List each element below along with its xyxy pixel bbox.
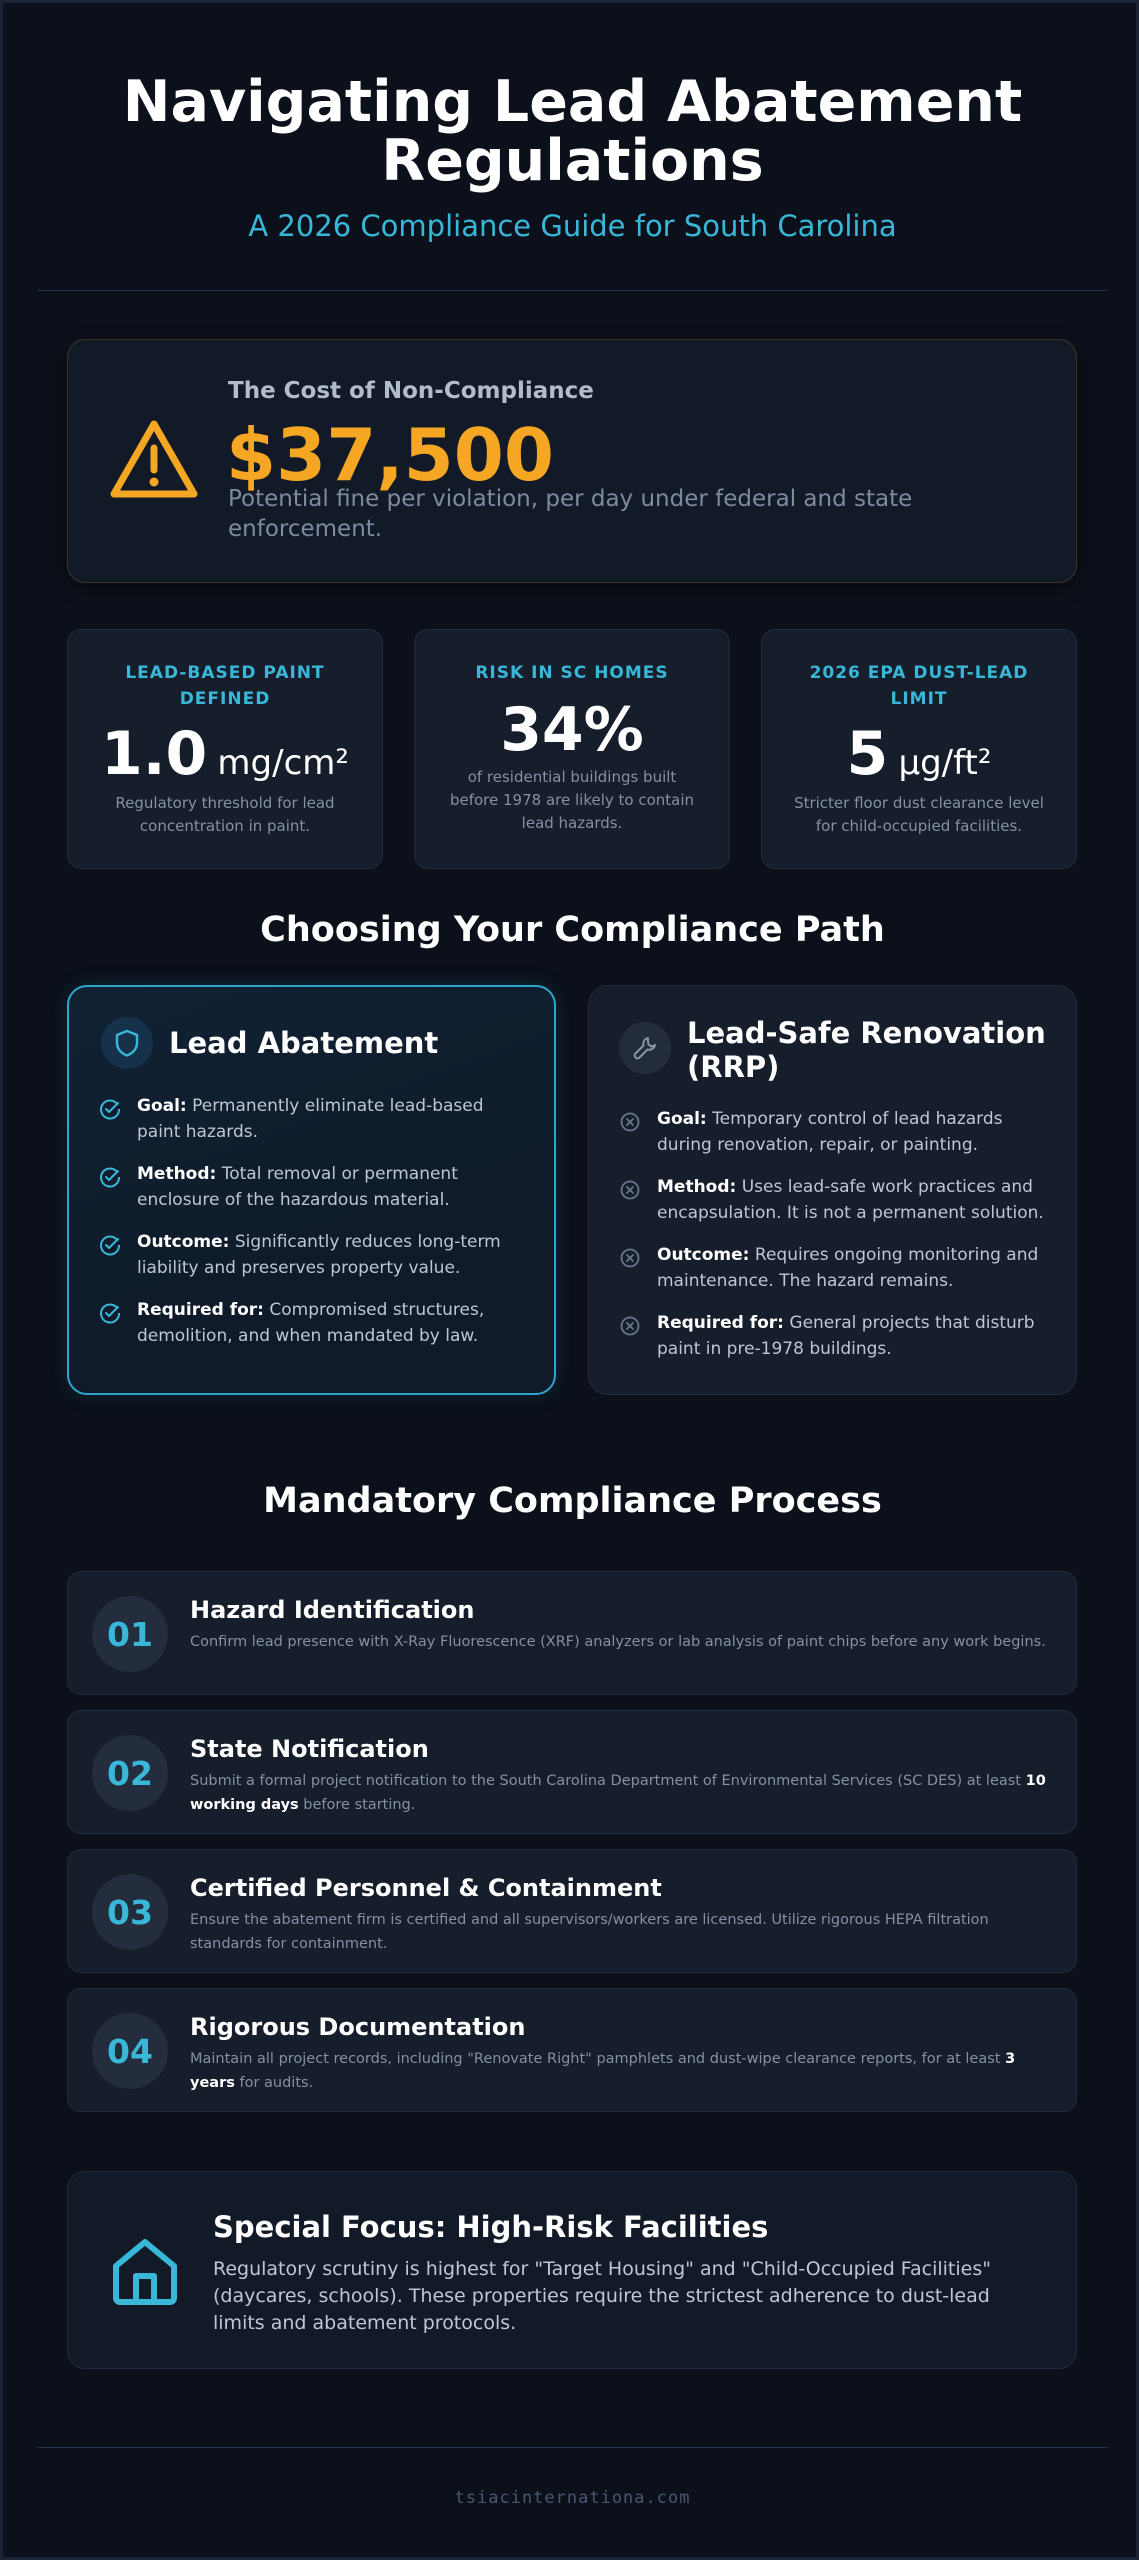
list-item xyxy=(619,1106,1046,1158)
item-text: Significantly reduces long-term liability and preserves property value. xyxy=(137,1232,501,1278)
item-text: Compromised structures, demolition, and when mandated by law. xyxy=(137,1300,485,1346)
list-item xyxy=(619,1310,1046,1362)
stat-number: 34% xyxy=(500,695,644,765)
item-label: Goal: xyxy=(657,1109,707,1129)
header-divider xyxy=(37,290,1108,291)
item-text: Permanently eliminate lead-based paint hazards. xyxy=(137,1096,484,1142)
step-number: 01 xyxy=(92,1596,168,1672)
process-step xyxy=(67,1849,1077,1973)
item-text: Temporary control of lead hazards during renovation, repair, or painting. xyxy=(657,1109,1003,1155)
step-number: 02 xyxy=(92,1735,168,1811)
item-text: Uses lead-safe work practices and encapsulation. It is not a permanent solution. xyxy=(657,1177,1044,1223)
title-line-1: Navigating Lead Abatement xyxy=(122,69,1023,135)
stat-caption: RISK IN SC HOMES xyxy=(475,663,669,683)
stat-note: Stricter floor dust clearance level for child-occupied facilities. xyxy=(794,794,1044,835)
process-step xyxy=(67,1988,1077,2112)
list-item xyxy=(99,1297,524,1349)
cost-callout xyxy=(67,339,1077,583)
stat-number: 5 xyxy=(846,719,889,789)
check-circle-icon xyxy=(99,1234,121,1256)
path-list xyxy=(619,1106,1046,1378)
stat-number: 1.0 xyxy=(100,719,208,789)
stat-note: of residential buildings built before 1978 are likely to contain lead hazards. xyxy=(449,768,695,832)
check-circle-icon xyxy=(99,1302,121,1324)
path-list xyxy=(99,1093,524,1365)
step-description xyxy=(190,1908,1050,1956)
path-title: Lead Abatement xyxy=(169,1026,439,1060)
x-circle-icon xyxy=(619,1179,641,1201)
special-focus-callout xyxy=(67,2171,1077,2369)
step-title: Certified Personnel & Containment xyxy=(190,1874,662,1902)
item-label: Required for: xyxy=(657,1313,784,1333)
step-text: Ensure the abatement firm is certified and all supervisors/workers are licensed. Utilize rigorous HEPA filtration standards for containment. xyxy=(190,1912,989,1952)
list-item xyxy=(99,1229,524,1281)
house-icon xyxy=(108,2234,182,2308)
list-item xyxy=(619,1174,1046,1226)
process-step xyxy=(67,1710,1077,1834)
step-number: 04 xyxy=(92,2013,168,2089)
check-circle-icon xyxy=(99,1166,121,1188)
item-text: General projects that disturb paint in pre-1978 buildings. xyxy=(657,1313,1035,1359)
stat-note: Regulatory threshold for lead concentration in paint. xyxy=(115,794,335,835)
special-title: Special Focus: High-Risk Facilities xyxy=(213,2210,769,2244)
title-line-2: Regulations xyxy=(381,128,764,194)
special-text: Regulatory scrutiny is highest for "Target Housing" and "Child-Occupied Facilities" (daycares, schools). These properties require the strictest adherence to dust-lead limits and abatement protocols. xyxy=(213,2258,991,2334)
process-step xyxy=(67,1571,1077,1695)
check-circle-icon xyxy=(99,1098,121,1120)
stat-caption: LEAD-BASED PAINT DEFINED xyxy=(125,663,325,709)
item-text: Total removal or permanent enclosure of the hazardous material. xyxy=(137,1164,458,1210)
item-label: Method: xyxy=(657,1177,737,1197)
step-text: Submit a formal project notification to the South Carolina Department of Environmental Services (SC DES) at least xyxy=(190,1773,1026,1789)
path-title: Lead-Safe Renovation (RRP) xyxy=(687,1016,1046,1084)
step-title: State Notification xyxy=(190,1735,429,1763)
list-item xyxy=(619,1242,1046,1294)
shield-icon xyxy=(101,1017,153,1069)
item-label: Goal: xyxy=(137,1096,187,1116)
step-text: Confirm lead presence with X-Ray Fluorescence (XRF) analyzers or lab analysis of paint chips before any work begins. xyxy=(190,1634,1046,1650)
step-emphasis: 3 years xyxy=(190,2051,1016,2091)
list-item xyxy=(99,1161,524,1213)
x-circle-icon xyxy=(619,1315,641,1337)
warning-triangle-icon xyxy=(108,418,200,502)
stat-card-risk xyxy=(414,629,730,869)
path-card-renovation xyxy=(588,985,1077,1395)
x-circle-icon xyxy=(619,1247,641,1269)
item-label: Outcome: xyxy=(657,1245,750,1265)
step-number: 03 xyxy=(92,1874,168,1950)
paths-heading: Choosing Your Compliance Path xyxy=(260,910,885,950)
x-circle-icon xyxy=(619,1111,641,1133)
step-text: for audits. xyxy=(234,2075,314,2091)
step-title: Hazard Identification xyxy=(190,1596,475,1624)
footer-divider xyxy=(37,2447,1108,2448)
cost-label: The Cost of Non-Compliance xyxy=(228,378,594,404)
stat-card-dust xyxy=(761,629,1077,869)
process-heading: Mandatory Compliance Process xyxy=(263,1481,882,1521)
stat-unit: µg/ft² xyxy=(898,743,992,783)
page-title xyxy=(3,69,1139,194)
step-text: before starting. xyxy=(298,1797,416,1813)
cost-description: Potential fine per violation, per day under federal and state enforcement. xyxy=(228,486,913,542)
item-label: Outcome: xyxy=(137,1232,230,1252)
step-description xyxy=(190,1769,1050,1817)
step-description xyxy=(190,1630,1050,1654)
step-text: Maintain all project records, including "Renovate Right" pamphlets and dust-wipe clearance reports, for at least xyxy=(190,2051,1006,2067)
item-label: Required for: xyxy=(137,1300,264,1320)
stat-card-paint xyxy=(67,629,383,869)
path-card-abatement xyxy=(67,985,556,1395)
stat-unit: mg/cm² xyxy=(217,743,350,783)
step-description xyxy=(190,2047,1050,2095)
page-subtitle: A 2026 Compliance Guide for South Carolina xyxy=(248,209,897,243)
wrench-icon xyxy=(619,1022,671,1074)
item-label: Method: xyxy=(137,1164,217,1184)
footer-url[interactable]: tsiacinternationa.com xyxy=(454,2488,691,2508)
stat-caption: 2026 EPA DUST-LEAD LIMIT xyxy=(809,663,1029,709)
item-text: Requires ongoing monitoring and maintenance. The hazard remains. xyxy=(657,1245,1039,1291)
cost-amount: $37,500 xyxy=(226,413,554,497)
list-item xyxy=(99,1093,524,1145)
step-emphasis: 10 working days xyxy=(190,1773,1046,1813)
step-title: Rigorous Documentation xyxy=(190,2013,526,2041)
